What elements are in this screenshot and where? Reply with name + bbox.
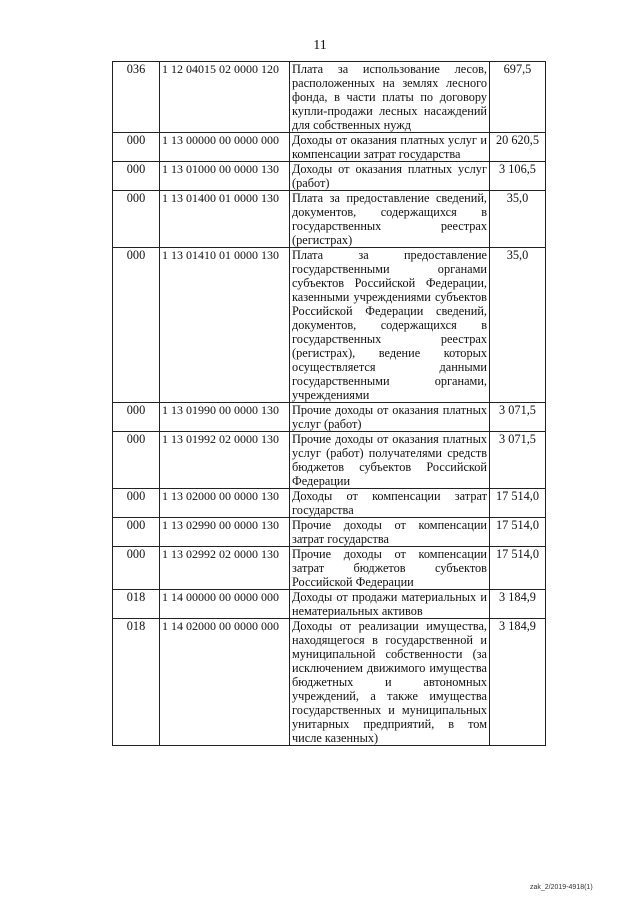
revenue-table (112, 61, 546, 746)
table-row (113, 403, 546, 432)
admin-code-cell: 000 (113, 432, 160, 489)
income-name-cell: Прочие доходы от оказания платных услуг (работ) получателями средств бюджетов субъектов Российской Федерации (290, 432, 490, 489)
table-row (113, 133, 546, 162)
amount-cell: 697,5 (490, 62, 546, 133)
budget-code-cell: 1 14 02000 00 0000 000 (160, 619, 290, 746)
admin-code-cell: 000 (113, 403, 160, 432)
admin-code-cell: 000 (113, 547, 160, 590)
admin-code-cell: 000 (113, 191, 160, 248)
table-row (113, 248, 546, 403)
income-name-cell: Доходы от компенсации затрат государства (290, 489, 490, 518)
table-row (113, 432, 546, 489)
admin-code-cell: 000 (113, 518, 160, 547)
income-name-cell: Прочие доходы от компенсации затрат государства (290, 518, 490, 547)
table-row (113, 518, 546, 547)
table-row (113, 489, 546, 518)
budget-code-cell: 1 13 01000 00 0000 130 (160, 162, 290, 191)
amount-cell: 17 514,0 (490, 489, 546, 518)
table-row (113, 547, 546, 590)
income-name-cell: Доходы от оказания платных услуг (работ) (290, 162, 490, 191)
admin-code-cell: 000 (113, 133, 160, 162)
amount-cell: 35,0 (490, 191, 546, 248)
table-row (113, 191, 546, 248)
amount-cell: 3 184,9 (490, 590, 546, 619)
amount-cell: 17 514,0 (490, 547, 546, 590)
income-name-cell: Доходы от реализации имущества, находящегося в государственной и муниципальной собственности (за исключением движимого имущества бюджетных и автономных учреждений, а также имущества государственных и муниципальных унитарных предприятий, в том числе казенных) (290, 619, 490, 746)
admin-code-cell: 000 (113, 248, 160, 403)
income-name-cell: Плата за предоставление сведений, документов, содержащихся в государственных реестрах (регистрах) (290, 191, 490, 248)
amount-cell: 3 184,9 (490, 619, 546, 746)
admin-code-cell: 000 (113, 162, 160, 191)
income-name-cell: Доходы от оказания платных услуг и компенсации затрат государства (290, 133, 490, 162)
budget-code-cell: 1 13 01410 01 0000 130 (160, 248, 290, 403)
budget-code-cell: 1 14 00000 00 0000 000 (160, 590, 290, 619)
budget-code-cell: 1 13 01992 02 0000 130 (160, 432, 290, 489)
admin-code-cell: 036 (113, 62, 160, 133)
income-name-cell: Прочие доходы от компенсации затрат бюджетов субъектов Российской Федерации (290, 547, 490, 590)
budget-code-cell: 1 13 01990 00 0000 130 (160, 403, 290, 432)
income-name-cell: Плата за использование лесов, расположенных на землях лесного фонда, в части платы по договору купли-продажи лесных насаждений для собственных нужд (290, 62, 490, 133)
admin-code-cell: 018 (113, 590, 160, 619)
budget-code-cell: 1 12 04015 02 0000 120 (160, 62, 290, 133)
income-name-cell: Доходы от продажи материальных и нематериальных активов (290, 590, 490, 619)
table-row (113, 62, 546, 133)
budget-code-cell: 1 13 02000 00 0000 130 (160, 489, 290, 518)
budget-code-cell: 1 13 02992 02 0000 130 (160, 547, 290, 590)
income-name-cell: Прочие доходы от оказания платных услуг (работ) (290, 403, 490, 432)
admin-code-cell: 000 (113, 489, 160, 518)
amount-cell: 17 514,0 (490, 518, 546, 547)
amount-cell: 3 106,5 (490, 162, 546, 191)
amount-cell: 3 071,5 (490, 403, 546, 432)
admin-code-cell: 018 (113, 619, 160, 746)
table-row (113, 619, 546, 746)
budget-code-cell: 1 13 02990 00 0000 130 (160, 518, 290, 547)
document-footer-code: zak_2/2019-4918(1) (530, 884, 593, 891)
amount-cell: 20 620,5 (490, 133, 546, 162)
table-row (113, 590, 546, 619)
amount-cell: 3 071,5 (490, 432, 546, 489)
table-row (113, 162, 546, 191)
income-name-cell: Плата за предоставление государственными органами субъектов Российской Федерации, казенными учреждениями субъектов Российской Федерации сведений, документов, содержащихся в государственных реестрах (регистрах), ведение которых осуществляется данными государственными органами, учреждениями (290, 248, 490, 403)
page-number: 11 (313, 38, 327, 53)
budget-code-cell: 1 13 01400 01 0000 130 (160, 191, 290, 248)
budget-code-cell: 1 13 00000 00 0000 000 (160, 133, 290, 162)
amount-cell: 35,0 (490, 248, 546, 403)
